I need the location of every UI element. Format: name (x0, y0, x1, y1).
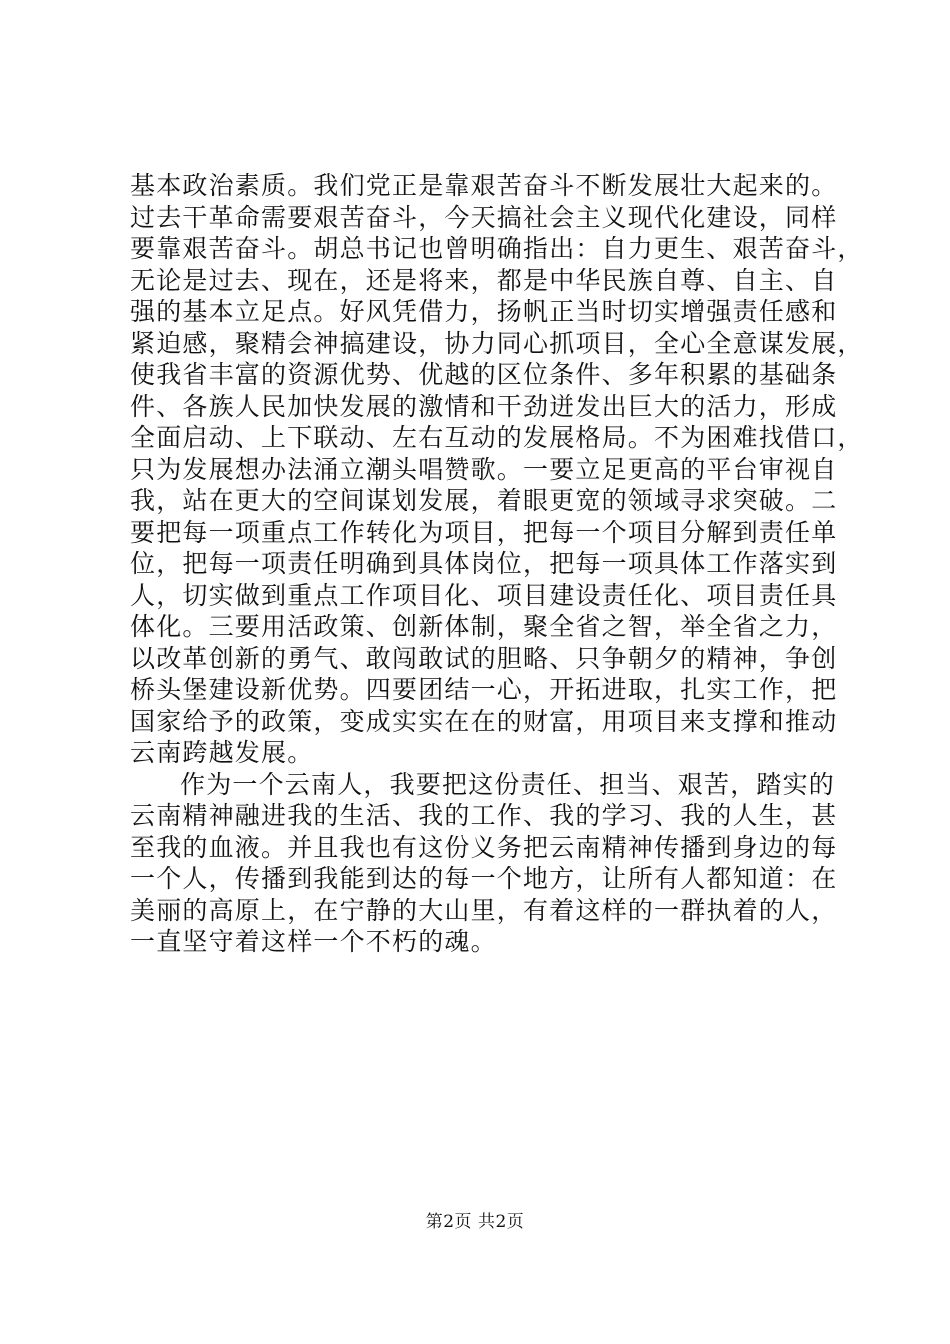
text-line: 件、各族人民加快发展的激情和干劲迸发出巨大的活力，形成 (130, 391, 838, 421)
text-line: 强的基本立足点。好风凭借力，扬帆正当时切实增强责任感和 (130, 297, 838, 326)
text-line: 人，切实做到重点工作项目化、项目建设责任化、项目责任具 (130, 580, 838, 610)
text-line: 我，站在更大的空间谋划发展，着眼更宽的领域寻求突破。二 (130, 486, 838, 515)
text-line: 以改革创新的勇气、敢闯敢试的胆略、只争朝夕的精神，争创 (130, 643, 838, 673)
text-line: 要把每一项重点工作转化为项目，把每一个项目分解到责任单 (130, 517, 838, 547)
text-line: 国家给予的政策，变成实实在在的财富，用项目来支撑和推动 (130, 706, 838, 736)
text-line: 无论是过去、现在，还是将来，都是中华民族自尊、自主、自 (130, 265, 838, 295)
text-line: 紧迫感，聚精会神搞建设，协力同心抓项目，全心全意谋发展， (130, 328, 864, 358)
text-line: 要靠艰苦奋斗。胡总书记也曾明确指出：自力更生、艰苦奋斗， (130, 234, 864, 263)
text-line: 云南精神融进我的生活、我的工作、我的学习、我的人生，甚 (130, 801, 838, 830)
text-line: 云南跨越发展。 (130, 738, 314, 767)
body-text (130, 170, 864, 958)
text-line: 至我的血液。并且我也有这份义务把云南精神传播到身边的每 (130, 832, 838, 862)
text-line: 体化。三要用活政策、创新体制，聚全省之智，举全省之力， (130, 612, 838, 641)
text-line: 全面启动、上下联动、左右互动的发展格局。不为困难找借口， (130, 423, 864, 452)
text-line: 过去干革命需要艰苦奋斗，今天搞社会主义现代化建设，同样 (130, 202, 838, 232)
page-number-footer: 第2页 共2页 (425, 1212, 525, 1232)
text-line: 美丽的高原上，在宁静的大山里，有着这样的一群执着的人， (130, 895, 838, 925)
text-line: 使我省丰富的资源优势、优越的区位条件、多年积累的基础条 (130, 360, 838, 389)
text-line: 只为发展想办法涌立潮头唱赞歌。一要立足更高的平台审视自 (130, 454, 838, 484)
text-line: 位，把每一项责任明确到具体岗位，把每一项具体工作落实到 (130, 549, 838, 578)
text-line: 一直坚守着这样一个不朽的魂。 (130, 927, 497, 956)
text-line: 一个人，传播到我能到达的每一个地方，让所有人都知道：在 (130, 864, 838, 893)
text-line: 基本政治素质。我们党正是靠艰苦奋斗不断发展壮大起来的。 (130, 171, 838, 200)
text-line: 桥头堡建设新优势。四要团结一心，开拓进取，扎实工作，把 (130, 675, 838, 704)
paragraph-start-line: 作为一个云南人，我要把这份责任、担当、艰苦，踏实的 (180, 769, 836, 799)
